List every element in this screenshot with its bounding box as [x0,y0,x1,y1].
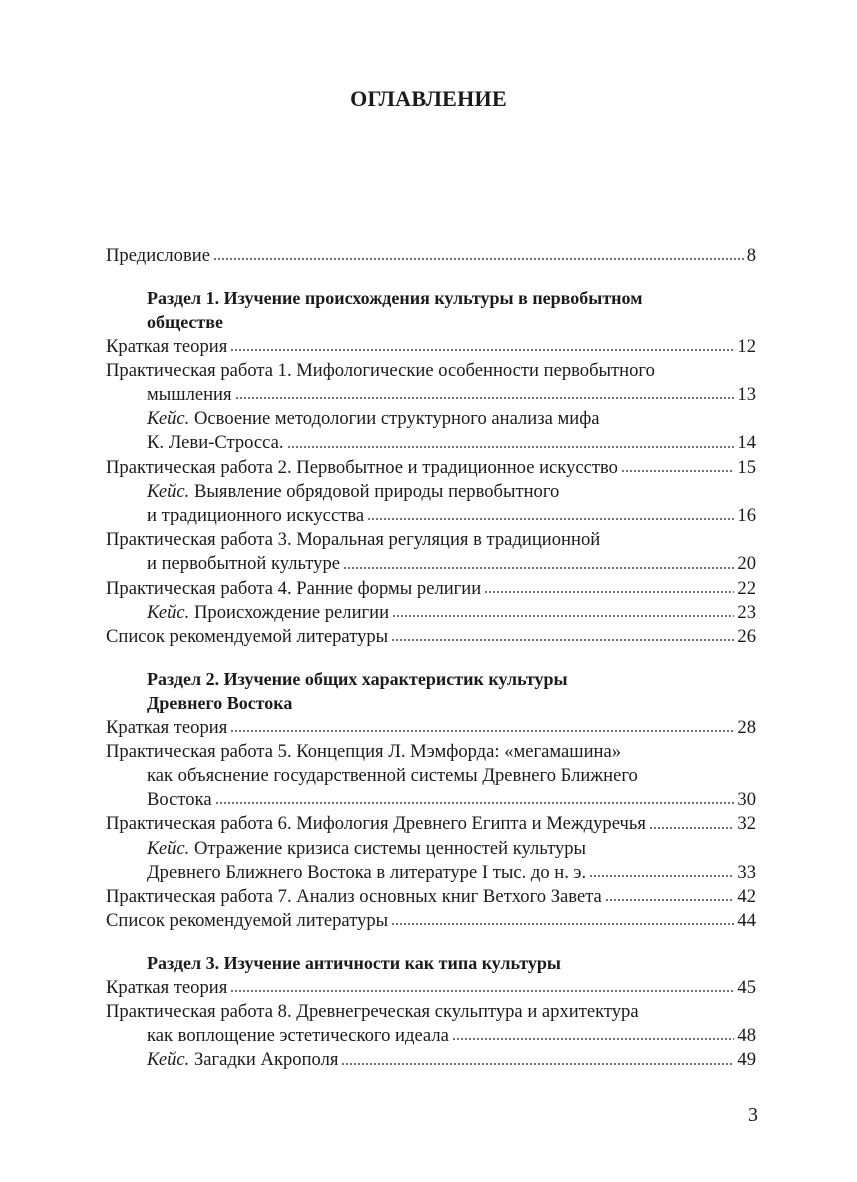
toc-entry-literature-1[interactable] [106,625,756,649]
toc-entry-text: Краткая теория [106,335,228,357]
dot-leader [343,565,734,571]
dot-leader [484,589,734,595]
toc-entry-text: Практическая работа 4. Ранние формы религии [106,577,482,599]
dot-leader [213,256,744,262]
toc-page-number: 12 [737,335,756,357]
toc-page-number: 20 [737,553,756,575]
toc-page-number: 49 [737,1049,756,1071]
dot-leader [367,516,734,522]
page-number: 3 [748,1104,758,1126]
toc-entry-pr1[interactable] [106,383,756,407]
toc-page-number: 22 [737,577,756,599]
toc-page-number: 13 [737,384,756,406]
toc-page-number: 28 [737,716,756,738]
dot-leader [392,613,734,619]
toc-entry-text: Краткая теория [106,976,228,998]
dot-leader [589,873,734,879]
toc-entry-case2-line1[interactable]: Кейс. Выявление обрядовой природы первобытного [147,480,560,502]
section-heading-2: Раздел 2. Изучение общих характеристик культуры Древнего Востока [147,669,568,714]
toc-entry-text: Практическая работа 2. Первобытное и традиционное искусство [106,456,618,478]
toc-entry-text: Краткая теория [106,716,228,738]
toc-entry-pr3-line1[interactable]: Практическая работа 3. Моральная регуляция в традиционной [106,529,601,551]
toc-page-number: 14 [737,432,756,454]
dot-leader [230,988,734,994]
dot-leader [235,395,735,401]
dot-leader [230,728,734,734]
dot-leader [287,444,735,450]
toc-page-number: 42 [737,886,756,908]
toc-page-number: 8 [746,245,756,266]
toc-entry-literature-2[interactable] [106,909,756,933]
toc-entry-text: Древнего Ближнего Востока в литературе I тыс. до н. э. [147,861,587,883]
toc-entry-text: Кейс. Происхождение религии [147,601,390,623]
toc-page-number: 48 [737,1025,756,1047]
toc-page-number: 30 [737,789,756,811]
toc-page-number: 45 [737,976,756,998]
toc-entry-text: Кейс. Загадки Акрополя [147,1049,339,1071]
toc-entry-preface[interactable] [106,244,756,268]
toc-entry-text: Предисловие [106,245,210,266]
section-heading-3: Раздел 3. Изучение античности как типа культуры [147,953,561,974]
case-keyword: Кейс. [147,408,190,430]
toc-entry-pr4[interactable] [106,577,756,601]
toc-page-number: 32 [737,813,756,835]
toc-page-number: 44 [737,910,756,932]
toc-page-number: 15 [737,456,756,478]
toc-entry-text: и первобытной культуре [147,553,341,575]
toc-entry-theory-1[interactable] [106,335,756,359]
toc-entry-text: Практическая работа 6. Мифология Древнего Египта и Междуречья [106,813,646,835]
section-heading-1: Раздел 1. Изучение происхождения культуры в первобытном обществе [147,288,643,333]
toc-entry-text: Востока [147,789,212,811]
toc-entry-case3[interactable] [106,601,756,625]
toc-entry-pr5-line1[interactable]: Практическая работа 5. Концепция Л. Мэмфорда: «мегамашина» [106,740,622,762]
case-keyword: Кейс. [147,480,190,502]
toc-entry-pr8-line1[interactable]: Практическая работа 8. Древнегреческая скульптура и архитектура [106,1000,639,1022]
toc-entry-theory-2[interactable] [106,716,756,740]
toc-entry-text: как воплощение эстетического идеала [147,1025,449,1047]
dot-leader [230,347,734,353]
toc-entry-text: мышления [147,384,232,406]
dot-leader [452,1036,735,1042]
toc-entry-text: Список рекомендуемой литературы [106,910,389,932]
toc-page-number: 33 [737,861,756,883]
dot-leader [215,800,735,806]
toc-entry-text: Практическая работа 7. Анализ основных книг Ветхого Завета [106,886,602,908]
dot-leader [391,921,734,927]
toc-entry-pr3[interactable] [106,552,756,576]
toc-entry-theory-3[interactable] [106,976,756,1000]
toc-page-number: 23 [737,601,756,623]
toc-entry-pr2[interactable] [106,456,756,480]
toc-entry-text: К. Леви-Стросса. [147,432,284,454]
toc-entry-pr7[interactable] [106,885,756,909]
toc-entry-case2[interactable] [106,504,756,528]
toc-entry-pr6[interactable] [106,812,756,836]
toc-entry-pr5-line2[interactable]: как объяснение государственной системы Древнего Ближнего [147,765,638,787]
case-keyword: Кейс. [147,837,190,859]
toc-entry-case4[interactable] [106,861,756,885]
toc-entry-case1-line1[interactable]: Кейс. Освоение методологии структурного анализа мифа [147,408,600,430]
toc-entry-text: и традиционного искусства [147,505,365,527]
dot-leader [621,468,734,474]
toc-entry-text: Список рекомендуемой литературы [106,626,389,648]
toc-page-number: 16 [737,505,756,527]
toc-entry-case4-line1[interactable]: Кейс. Отражение кризиса системы ценностей культуры [147,837,587,859]
toc-page-number: 26 [737,626,756,648]
page-title: ОГЛАВЛЕНИЕ [350,86,507,111]
toc-entry-pr8[interactable] [106,1024,756,1048]
toc-entry-pr1-line1[interactable]: Практическая работа 1. Мифологические особенности первобытного [106,359,655,381]
case-keyword: Кейс. [147,1049,190,1071]
toc-entry-case5[interactable] [106,1048,756,1072]
dot-leader [391,637,734,643]
table-of-contents [106,244,756,1073]
case-keyword: Кейс. [147,601,190,623]
toc-entry-case1[interactable] [106,431,756,455]
dot-leader [605,897,735,903]
dot-leader [341,1061,734,1067]
toc-entry-pr5[interactable] [106,788,756,812]
dot-leader [649,825,735,831]
